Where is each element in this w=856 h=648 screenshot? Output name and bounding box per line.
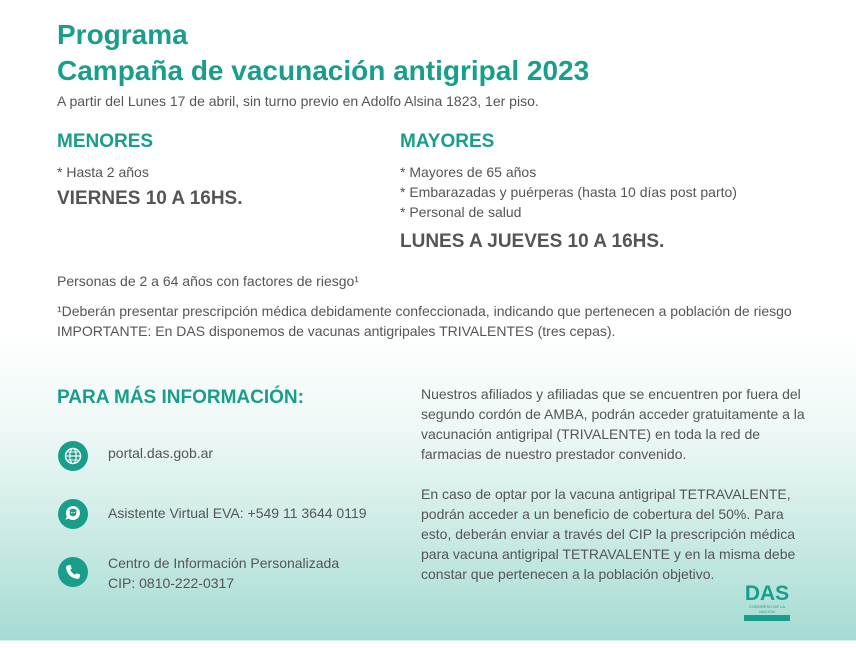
paragraph-line: En caso de optar por la vacuna antigripal TETRAVALENTE,: [421, 486, 791, 502]
menores-item: * Hasta 2 años: [57, 164, 149, 180]
paragraph-trivalente: [421, 384, 821, 464]
logo-subtext: CONGRESO DE LA NACIÓN: [748, 604, 785, 614]
paragraph-line: vacunación antigripal (TRIVALENTE) en toda la red de: [421, 426, 761, 442]
paragraph-tetravalente: [421, 484, 821, 584]
paragraph-line: constar que pertenecen a la población objetivo.: [421, 566, 715, 582]
globe-icon: [58, 441, 88, 471]
web-link[interactable]: portal.das.gob.ar: [108, 445, 214, 461]
virtual-assistant-icon: [58, 499, 88, 529]
cip-phone: CIP: 0810-222-0317: [108, 575, 235, 591]
mayores-schedule: LUNES A JUEVES 10 A 16HS.: [400, 231, 665, 252]
logo-text: DAS: [744, 582, 790, 605]
phone-icon: [58, 557, 88, 587]
paragraph-line: segundo cordón de AMBA, podrán acceder gratuitamente a la: [421, 406, 805, 422]
title-line-1: Programa: [57, 19, 188, 50]
paragraph-line: Nuestros afiliados y afiliadas que se encuentren por fuera del: [421, 386, 801, 402]
subtitle: A partir del Lunes 17 de abril, sin turno previo en Adolfo Alsina 1823, 1er piso.: [57, 93, 539, 109]
paragraph-line: para vacuna antigripal TETRAVALENTE y en la misma debe: [421, 546, 796, 562]
mayores-item: * Personal de salud: [400, 204, 522, 220]
paragraph-line: podrán acceder a un beneficio de cobertura del 50%. Para: [421, 506, 784, 522]
das-logo: [744, 584, 790, 621]
logo-bar: [744, 615, 790, 621]
menores-heading: MENORES: [57, 131, 154, 152]
mayores-heading: MAYORES: [400, 131, 495, 152]
title-line-2: Campaña de vacunación antigripal 2023: [57, 55, 590, 86]
menores-schedule: VIERNES 10 A 16HS.: [57, 188, 243, 209]
paragraph-line: esto, deberán enviar a través del CIP la prescripción médica: [421, 526, 796, 542]
footnote: ¹Deberán presentar prescripción médica debidamente confeccionada, indicando que pertenecen a población de riesgo: [57, 303, 792, 319]
mayores-item: * Embarazadas y puérperas (hasta 10 días post parto): [400, 184, 737, 200]
cip-name: Centro de Información Personalizada: [108, 555, 340, 571]
paragraph-line: farmacias de nuestro prestador convenido.: [421, 446, 687, 462]
virtual-assistant-contact: Asistente Virtual EVA: +549 11 3644 0119: [108, 505, 367, 521]
info-heading: PARA MÁS INFORMACIÓN:: [57, 387, 304, 408]
mayores-item: * Mayores de 65 años: [400, 164, 537, 180]
risk-note: Personas de 2 a 64 años con factores de riesgo¹: [57, 273, 359, 289]
important-note: IMPORTANTE: En DAS disponemos de vacunas antigripales TRIVALENTES (tres cepas).: [57, 323, 616, 339]
